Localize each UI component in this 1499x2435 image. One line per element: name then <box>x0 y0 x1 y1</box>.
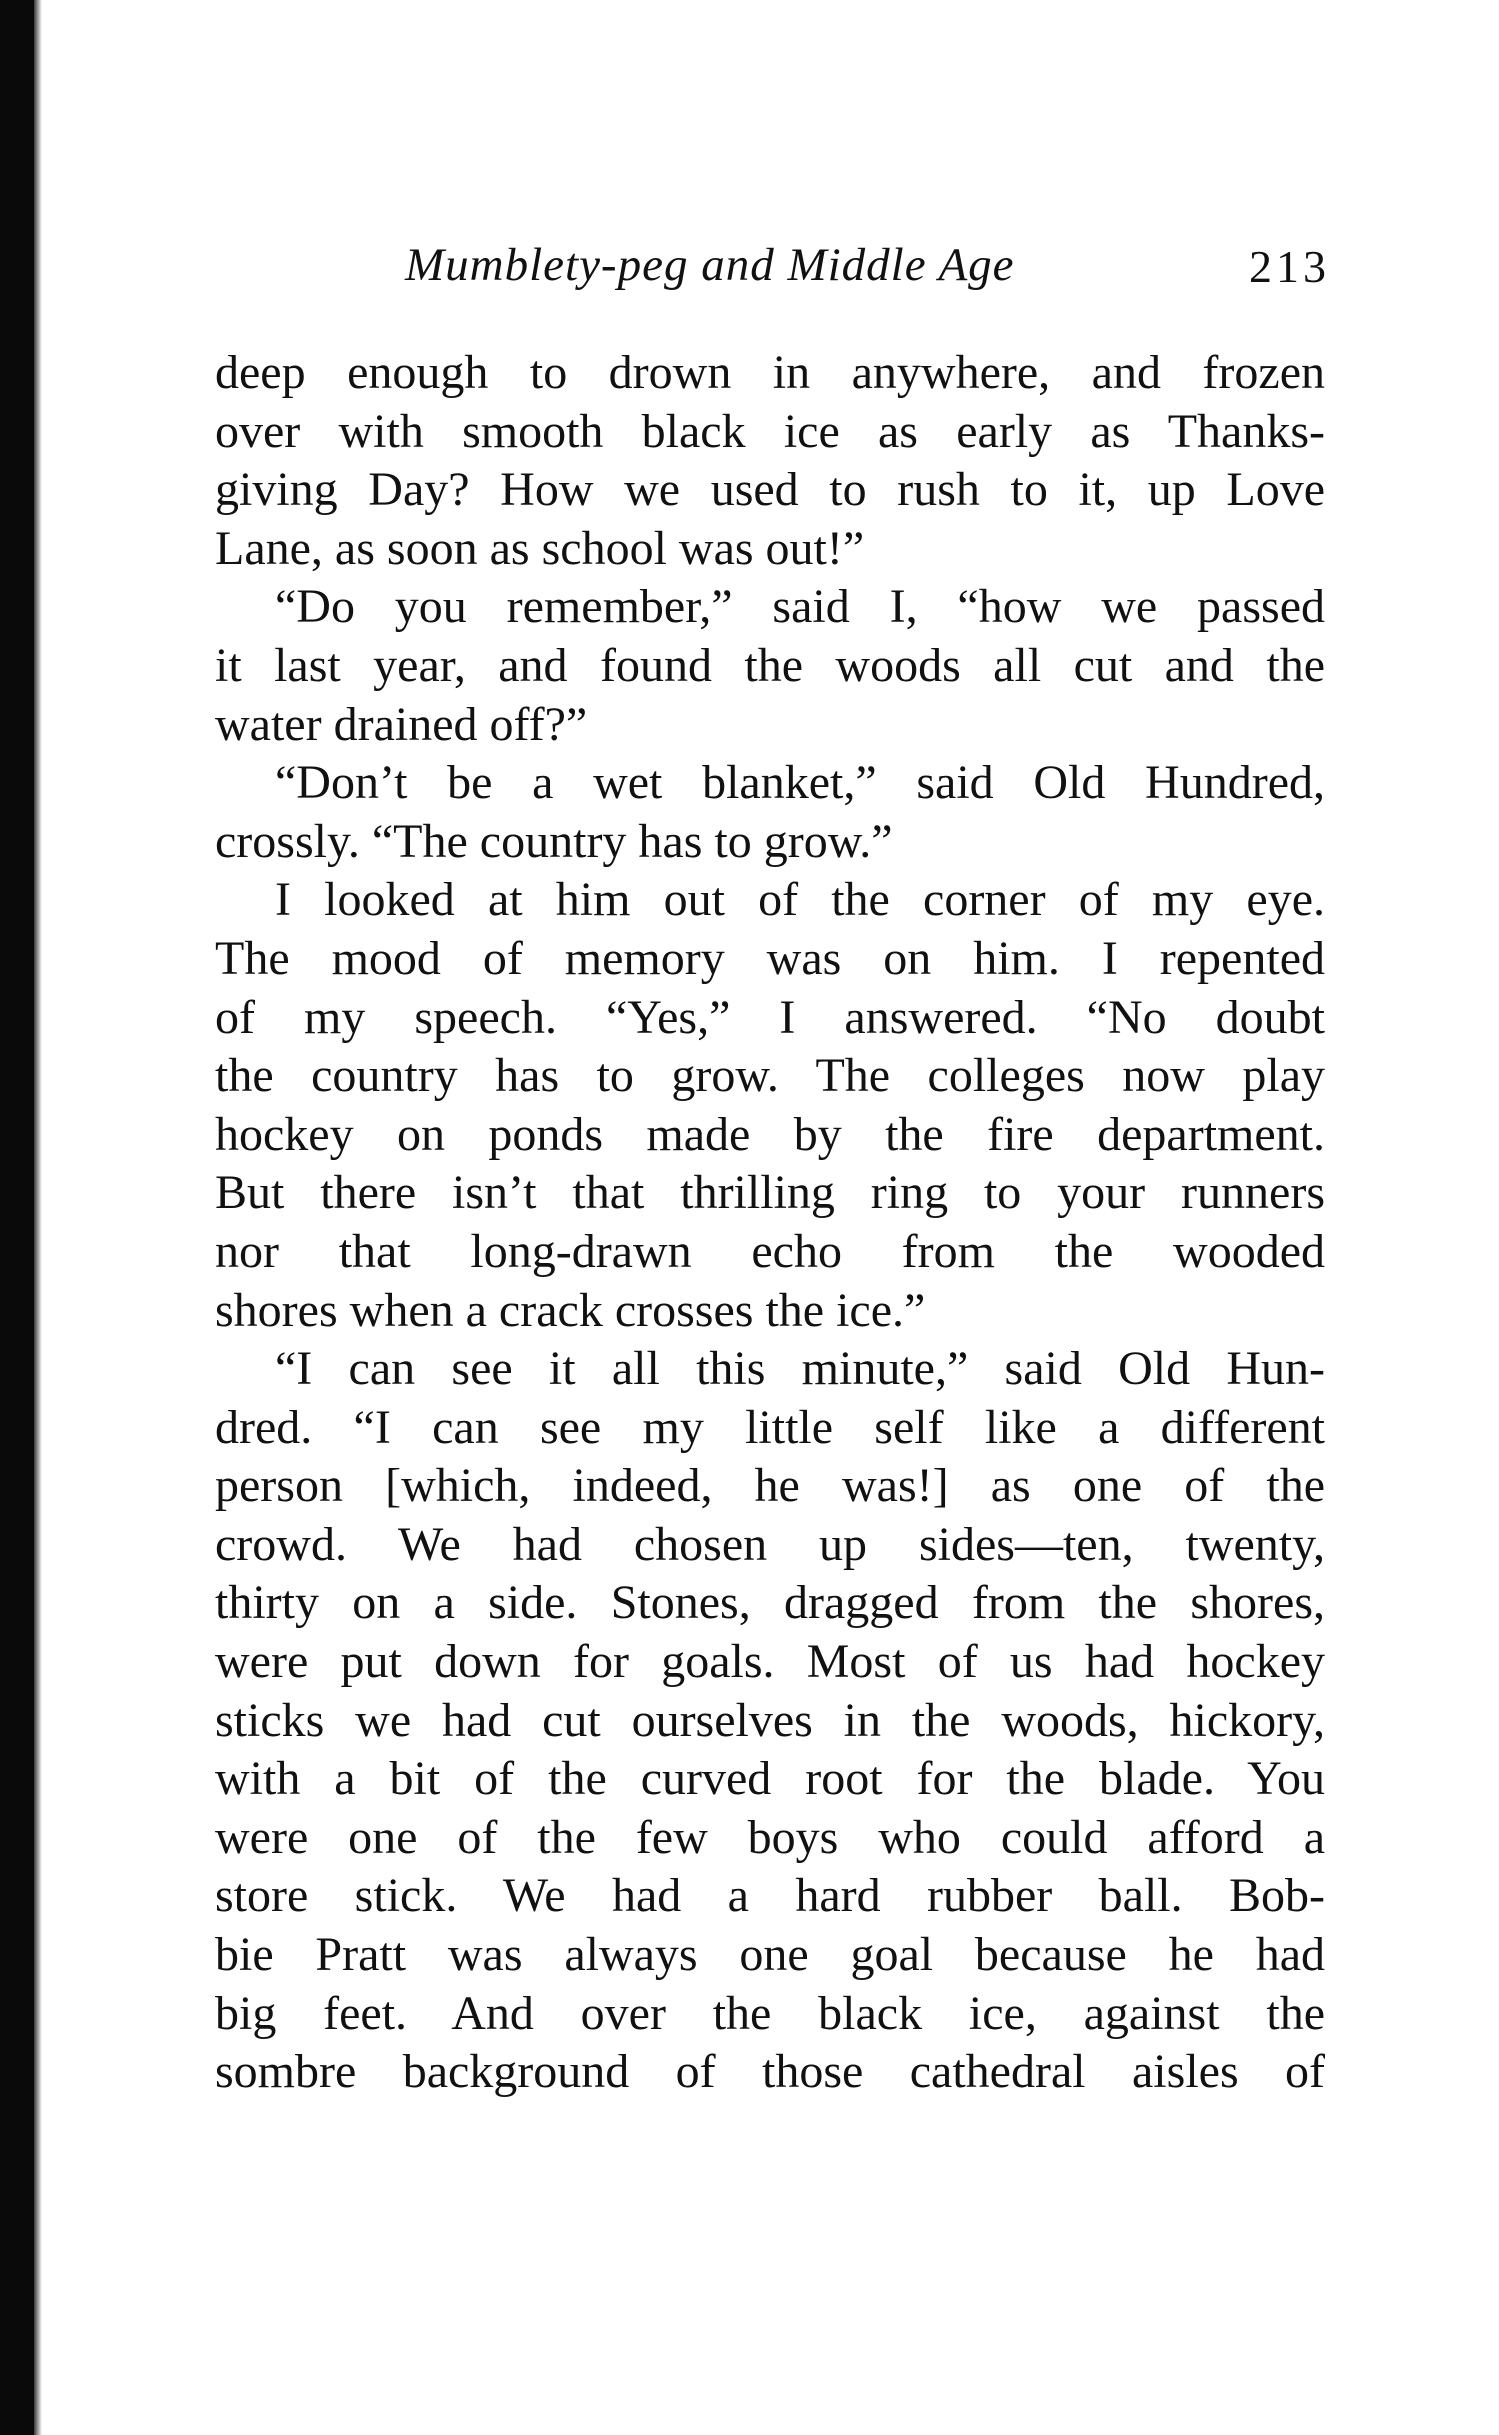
text-line: with a bit of the curved root for the blade. You <box>215 1752 1325 1806</box>
page-number: 213 <box>1249 241 1330 292</box>
text-line: dred. “I can see my little self like a different <box>215 1400 1325 1454</box>
text-line: water drained off?” <box>215 697 588 751</box>
text-line: nor that long-drawn echo from the wooded <box>215 1224 1325 1278</box>
text-line: giving Day? How we used to rush to it, up Love <box>215 463 1325 517</box>
text-line: shores when a crack crosses the ice.” <box>215 1283 926 1337</box>
binding-gutter-edge <box>34 0 42 2435</box>
text-line: sticks we had cut ourselves in the woods, hickory, <box>215 1693 1325 1747</box>
text-line: store stick. We had a hard rubber ball. Bob- <box>215 1869 1325 1923</box>
text-line: “Do you remember,” said I, “how we passed <box>275 580 1325 634</box>
text-line: “I can see it all this minute,” said Old Hun- <box>275 1342 1325 1396</box>
binding-gutter-shadow <box>0 0 34 2435</box>
running-title: Mumblety-peg and Middle Age <box>405 239 1015 291</box>
running-head <box>215 238 1330 298</box>
text-line: The mood of memory was on him. I repented <box>215 931 1325 985</box>
text-line: Lane, as soon as school was out!” <box>215 521 865 575</box>
text-line: sombre background of those cathedral aisles of <box>215 2045 1325 2099</box>
text-line: over with smooth black ice as early as Thanks- <box>215 404 1325 458</box>
text-line: “Don’t be a wet blanket,” said Old Hundred, <box>275 756 1325 810</box>
text-line: But there isn’t that thrilling ring to your runners <box>215 1166 1325 1220</box>
text-line: big feet. And over the black ice, against the <box>215 1986 1325 2040</box>
text-line: crowd. We had chosen up sides—ten, twenty, <box>215 1517 1325 1571</box>
text-line: I looked at him out of the corner of my eye. <box>275 873 1325 927</box>
text-line: were one of the few boys who could afford a <box>215 1810 1325 1864</box>
text-line: the country has to grow. The colleges now play <box>215 1049 1325 1103</box>
text-line: deep enough to drown in anywhere, and frozen <box>215 346 1325 399</box>
text-line: crossly. “The country has to grow.” <box>215 814 893 868</box>
text-line: hockey on ponds made by the fire department. <box>215 1107 1325 1161</box>
text-line: bie Pratt was always one goal because he had <box>215 1928 1325 1982</box>
text-line: thirty on a side. Stones, dragged from the shores, <box>215 1576 1325 1630</box>
body-text <box>215 344 1325 2102</box>
text-line: it last year, and found the woods all cut and the <box>215 638 1325 692</box>
text-line: were put down for goals. Most of us had hockey <box>215 1635 1325 1689</box>
text-line: person [which, indeed, he was!] as one of the <box>215 1459 1325 1513</box>
text-line: of my speech. “Yes,” I answered. “No doubt <box>215 990 1325 1044</box>
